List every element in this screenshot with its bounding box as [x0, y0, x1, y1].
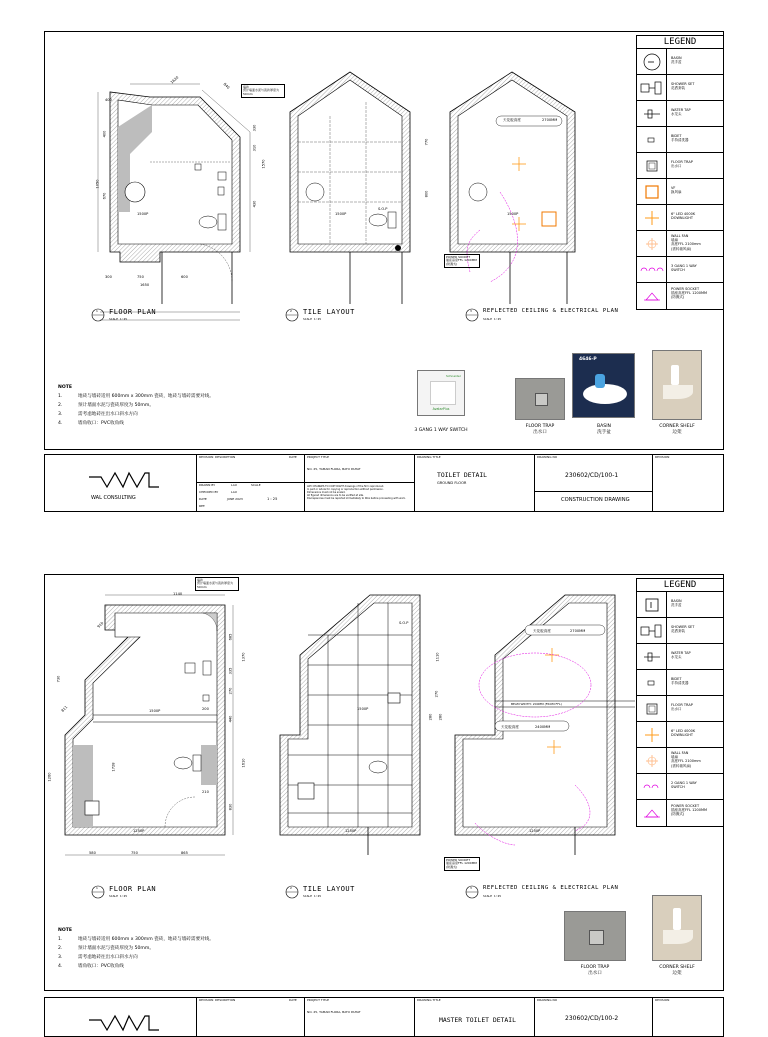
- view-1-num: 1: [96, 309, 98, 313]
- s2-note-1: 1. 地砖与墙砖适用 600mm x 300mm 瓷砖，地砖与墙砖需要对线。: [58, 937, 214, 942]
- master-electrical-plan: [455, 595, 615, 865]
- s2-tile-dim-1: 1110: [435, 652, 440, 662]
- dim-bottom-3: 600: [181, 275, 188, 279]
- floor-plan-1: [90, 72, 270, 332]
- view-1-scale: SCALE 1:25: [109, 317, 128, 321]
- note-title: NOTE: [58, 385, 73, 390]
- view-2-num: 2: [290, 309, 292, 313]
- switch-brand: Schneider: [445, 374, 461, 378]
- s2-ceiling-label-1: 天花板高度: [533, 629, 551, 633]
- s2-dim-bottom-3: 865: [181, 851, 188, 855]
- basin-icon: [644, 597, 660, 613]
- s2-power-callout: POWER SOCKET 插座高度FFL 1200MM (防溅式): [444, 857, 480, 871]
- s2-beam-label: BEAM WIDTH: 200MM (FROM FFL): [511, 702, 562, 706]
- s2-door-label-1: 1500P: [149, 709, 161, 713]
- s2-shelf-bottle: [673, 908, 681, 930]
- s2-shelf-shape: [663, 930, 693, 944]
- s2-logo-cell: [45, 998, 197, 1036]
- s2-dim-left-3: 1260: [47, 772, 52, 782]
- switch-icon: [639, 265, 665, 275]
- s2-tile-dim-2: 270: [434, 690, 439, 698]
- dim-left-2: 400: [102, 130, 107, 138]
- drawing-number: 230602/CD/100-1: [565, 472, 619, 479]
- legend-row-vf: VF 换风扇: [637, 179, 723, 205]
- s2-corner-shelf-photo: [652, 895, 702, 961]
- bidet-icon: [645, 678, 659, 688]
- legend-row-switch: 3 GANG 1 WAY SWITCH: [637, 257, 723, 283]
- dim-bottom-2: 750: [137, 275, 144, 279]
- shower-set-icon: [640, 81, 664, 95]
- title-block-2: [44, 997, 724, 1037]
- legend-1: [636, 35, 724, 310]
- basin-bowl: [583, 384, 627, 404]
- s2-ceiling-value-2: 2400MM: [535, 725, 551, 729]
- s2-dim-bottom-2: 750: [131, 851, 138, 855]
- legend-row-tap: WATER TAP 水龙头: [637, 101, 723, 127]
- wall-fan-icon: [643, 235, 661, 253]
- s2-floor-trap-caption: FLOOR TRAP 出水口: [580, 965, 610, 976]
- basin-water: [595, 374, 605, 388]
- legend2-row-floor-trap: FLOOR TRAP 出水口: [637, 696, 723, 722]
- basin-photo: [572, 353, 635, 418]
- view-3-scale: SCALE 1:25: [483, 317, 502, 321]
- s2-dim-mid-1: 1728: [111, 762, 116, 772]
- floor-trap-caption: FLOOR TRAP 出水口: [525, 424, 555, 435]
- drawing-sheet-2: [44, 574, 724, 991]
- ventilation-fan-icon: [644, 184, 660, 200]
- dim-bottom-total: 1650: [140, 283, 150, 287]
- legend2-row-switch: 2 GANG 1 WAY SWITCH: [637, 774, 723, 800]
- s2-tile-door-1: 1500P: [357, 707, 369, 711]
- notes-1: [58, 384, 338, 428]
- dim-right-1: 330: [252, 124, 257, 132]
- switch-model: AvatarPlus: [432, 407, 450, 411]
- s2-view-2-label: 2 TILE LAYOUT SCALE 1:25: [285, 885, 395, 901]
- s2-elec-door: 1250P: [529, 829, 541, 833]
- dim-top-1: 400: [105, 98, 112, 102]
- switch-photo: [417, 370, 465, 416]
- s2-dim-left-2: 811: [60, 705, 69, 713]
- ceiling-height-label: 天花板高度: [503, 118, 521, 122]
- revision-no-cell: REVISION: [655, 455, 670, 459]
- s2-wal-logo-icon: [87, 1012, 157, 1032]
- downlight-icon: [643, 209, 661, 227]
- switch-icon: [642, 782, 662, 792]
- s2-dim-right-7: 830: [228, 803, 233, 811]
- s2-project-cell: PROJECT TITLE NO. 25, TAMAN FLORA, BATU PAHAT: [305, 998, 415, 1036]
- s2-wall-callout: 墙砖 预计墙面水泥与瓷砖厚度为 50mm: [195, 577, 239, 591]
- company-name: WAL CONSULTING: [91, 495, 136, 501]
- s2-drawing-no-cell: DRAWING NO 230602/CD/100-2: [535, 998, 653, 1036]
- ceiling-height-value: 2700MM: [542, 118, 558, 122]
- s2-dim-right-2: 335: [228, 667, 233, 675]
- dim-right-3: 1570: [261, 159, 266, 169]
- s2-note-2: 2. 预计墙面水泥与瓷砖厚度为 50mm。: [58, 946, 154, 951]
- legend2-row-downlight: 6" LED 4000K DOWNLIGHT: [637, 722, 723, 748]
- dim-right-4: 430: [252, 200, 257, 208]
- s2-door-label-2: 1250P: [133, 829, 145, 833]
- s2-note-3: 3. 需考虑地砖往出水口斜水方向: [58, 955, 138, 960]
- s2-ceiling-value-1: 2700MM: [570, 629, 586, 633]
- shelf-bottle: [671, 365, 679, 385]
- wal-logo-icon: [87, 469, 157, 489]
- note-2: 2. 预计墙面水泥与瓷砖厚度为 50mm。: [58, 403, 154, 408]
- power-socket-callout: POWER SOCKET 插座高度FFL 1200MM (防溅式): [444, 254, 480, 268]
- water-tap-icon: [642, 108, 662, 120]
- s2-dim-mid-2: 210: [202, 790, 209, 794]
- floor-trap-icon: [645, 702, 659, 716]
- power-socket-icon: [643, 290, 661, 302]
- drawing-stage: CONSTRUCTION DRAWING: [561, 497, 630, 503]
- power-socket-icon: [643, 807, 661, 819]
- tile-dim-2: 800: [424, 190, 429, 198]
- revision-cell: REVISION DESCRIPTION DATE DRAWN BY LAU SCALE CHECKED BY LAU DATE JUNE 2023 1 : 25 REF.: [197, 455, 305, 511]
- legend2-row-tap: WATER TAP 水龙头: [637, 644, 723, 670]
- tile-layout-2: [290, 72, 430, 282]
- master-floor-plan: [55, 585, 240, 870]
- legend2-row-wall-fan: WALL FAN 墙扇 高度FFL 2100mm (需转墙风扇): [637, 748, 723, 774]
- water-tap-icon: [642, 651, 662, 663]
- legend-row-bidet: BIDET 手持清洗器: [637, 127, 723, 153]
- drawing-no-cell: DRAWING NO 230602/CD/100-1 CONSTRUCTION DRAWING: [535, 455, 653, 511]
- view-2-label: [285, 308, 395, 324]
- s2-drawing-title-cell: DRAWING TITLE MASTER TOILET DETAIL: [415, 998, 535, 1036]
- switch-caption: 3 GANG 1 WAY SWITCH: [414, 428, 468, 433]
- sop-label: S.O.P: [378, 207, 388, 211]
- s2-floor-trap-grate: [589, 930, 604, 945]
- s2-corner-shelf-caption: CORNER SHELF 边架: [659, 965, 695, 976]
- note-3: 3. 需考虑地砖往出水口斜水方向: [58, 412, 138, 417]
- s2-dim-right-6: 1610: [241, 758, 246, 768]
- s2-sop-label: S.O.P: [399, 621, 409, 625]
- s2-view-3-label: 3 REFLECTED CEILING & ELECTRICAL PLAN SCALE 1:25: [465, 885, 625, 901]
- floor-trap-icon: [645, 159, 659, 173]
- basin-tag: 4646-P: [579, 357, 597, 362]
- view-1-title: FLOOR PLAN: [109, 308, 157, 316]
- s2-revision-cell: REVISION DESCRIPTION DATE: [197, 998, 305, 1036]
- view-3-num: 3: [470, 309, 472, 313]
- s2-tile-dim-4: 280: [438, 713, 443, 721]
- legend-row-power: POWER SOCKET 插座高度FFL 1200MM (防溅式): [637, 283, 723, 309]
- s2-tile-dim-3: 280: [428, 713, 433, 721]
- s2-dim-left-1: 730: [56, 675, 61, 683]
- dim-left-1: 1050: [95, 179, 100, 189]
- s2-dim-top-2: 910: [96, 621, 105, 629]
- title-block-1: [44, 454, 724, 512]
- elec-door-label: 1500P: [507, 212, 519, 216]
- disclaimer: ANY CHANGES TO COPY RIGHT drawings of the firm reproduced. In part or whole for copying or reproduction without permission. Dimensions must not be scaled. All figured dimensions are to be verified at site. Discrepancies must be reported immediately to WAL before proceeding with work.: [307, 485, 406, 500]
- drawing-subtitle: GROUND FLOOR: [437, 481, 467, 485]
- basin-caption: BASIN 洗手盆: [596, 424, 611, 435]
- view-3-label: [465, 308, 625, 324]
- corner-shelf-photo: [652, 350, 702, 420]
- legend2-row-power: POWER SOCKET 插座高度FFL 1200MM (防溅式): [637, 800, 723, 826]
- legend-title: LEGEND: [637, 36, 723, 49]
- view-3-title: REFLECTED CEILING & ELECTRICAL PLAN: [483, 308, 619, 314]
- s2-revision-no-cell: REVISION: [655, 998, 670, 1002]
- s2-note-4: 4. 墙角收口：PVC收角线: [58, 964, 124, 969]
- switch-plate: [430, 381, 456, 405]
- s2-view-1-label: 1 FLOOR PLAN SCALE 1:25: [91, 885, 201, 901]
- shelf-shape: [663, 385, 693, 399]
- basin-icon: [642, 52, 662, 72]
- view-2-title: TILE LAYOUT: [303, 308, 355, 316]
- s2-dim-right-5: 440: [228, 715, 233, 723]
- drawing-sheet-1: [44, 31, 724, 450]
- downlight-icon: [643, 726, 661, 744]
- project-cell: PROJECT TITLE NO. 25, TAMAN FLORA, BATU PAHAT ANY CHANGES TO COPY RIGHT drawings of the firm reproduced. In part or whole for copying or reproduction without permission. Dimensions must not be scaled. All figured dimensions are to be verified at site. Discrepancies must be reported immediately to WAL before proceeding with work.: [305, 455, 415, 511]
- s2-floor-trap-photo: [564, 911, 626, 961]
- legend2-row-basin: BASIN 洗手盆: [637, 592, 723, 618]
- floor-trap-grate: [535, 393, 548, 406]
- dim-left-3: 670: [102, 192, 107, 200]
- notes-2: NOTE 1. 地砖与墙砖适用 600mm x 300mm 瓷砖，地砖与墙砖需要对线。 2. 预计墙面水泥与瓷砖厚度为 50mm。 3. 需考虑地砖往出水口斜水方向 4. 墙角收口：PVC收角线: [58, 927, 338, 971]
- corner-shelf-caption: CORNER SHELF 边架: [659, 424, 695, 435]
- legend-row-basin: BASIN 洗手盆: [637, 49, 723, 75]
- dim-top-2: 1620: [169, 75, 180, 85]
- drawing-title-cell: DRAWING TITLE TOILET DETAIL GROUND FLOOR: [415, 455, 535, 511]
- legend-row-floor-trap: FLOOR TRAP 出水口: [637, 153, 723, 179]
- legend-row-wall-fan: WALL FAN 墙扇 高度FFL 2100mm (需转墙风扇): [637, 231, 723, 257]
- dim-bottom-1: 300: [105, 275, 112, 279]
- note-1: 1. 地砖与墙砖适用 600mm x 300mm 瓷砖，地砖与墙砖需要对线。: [58, 394, 214, 399]
- s2-ceiling-label-2: 天花板高度: [501, 725, 519, 729]
- door-label: 1500P: [137, 212, 149, 216]
- wall-callout: 墙砖 预计墙面水泥与瓷砖厚度为 50mm: [241, 84, 285, 98]
- s2-drawing-title: MASTER TOILET DETAIL: [439, 1016, 516, 1024]
- legend2-row-shower: SHOWER SET 花洒套装: [637, 618, 723, 644]
- floor-trap-photo: [515, 378, 565, 420]
- s2-dim-right-3: 1370: [241, 652, 246, 662]
- note-4: 4. 墙角收口：PVC收角线: [58, 421, 124, 426]
- s2-dim-right-1: 685: [228, 633, 233, 641]
- s2-dim-bottom-1: 580: [89, 851, 96, 855]
- legend-2: LEGEND BASIN 洗手盆 SHOWER SET 花洒套装 WATER TAP 水龙头 BIDET 手持清洗器 FLOOR TRAP 出水口 6" LED 4000K DOWNLIGHT WALL FAN 墙扇 高度FFL 2100mm (需转墙风扇) 2 GANG 1 WAY SWITCH POWER SOCKET 插座高度FFL 1200MM (防溅式): [636, 578, 724, 827]
- dim-right-2: 310: [252, 144, 257, 152]
- tile-dim-1: 770: [424, 138, 429, 146]
- s2-dim-mid-3: 200: [202, 707, 209, 711]
- view-2-scale: SCALE 1:25: [303, 317, 322, 321]
- bidet-icon: [645, 135, 659, 145]
- s2-dim-right-4: 270: [228, 687, 233, 695]
- tile-door-label: 1500P: [335, 212, 347, 216]
- drawing-title: TOILET DETAIL: [437, 471, 488, 479]
- shower-set-icon: [640, 624, 664, 638]
- view-1-label: [91, 308, 201, 324]
- legend2-row-bidet: BIDET 手持清洗器: [637, 670, 723, 696]
- legend-row-downlight: 6" LED 4000K DOWNLIGHT: [637, 205, 723, 231]
- s2-tile-door-2: 1250P: [345, 829, 357, 833]
- legend-row-shower: SHOWER SET 花洒套装: [637, 75, 723, 101]
- s2-drawing-number: 230602/CD/100-2: [565, 1015, 619, 1022]
- s2-dim-top-1: 1140: [173, 592, 183, 596]
- logo-cell: [45, 455, 197, 511]
- wall-fan-icon: [643, 752, 661, 770]
- dim-top-3: 840: [222, 82, 231, 90]
